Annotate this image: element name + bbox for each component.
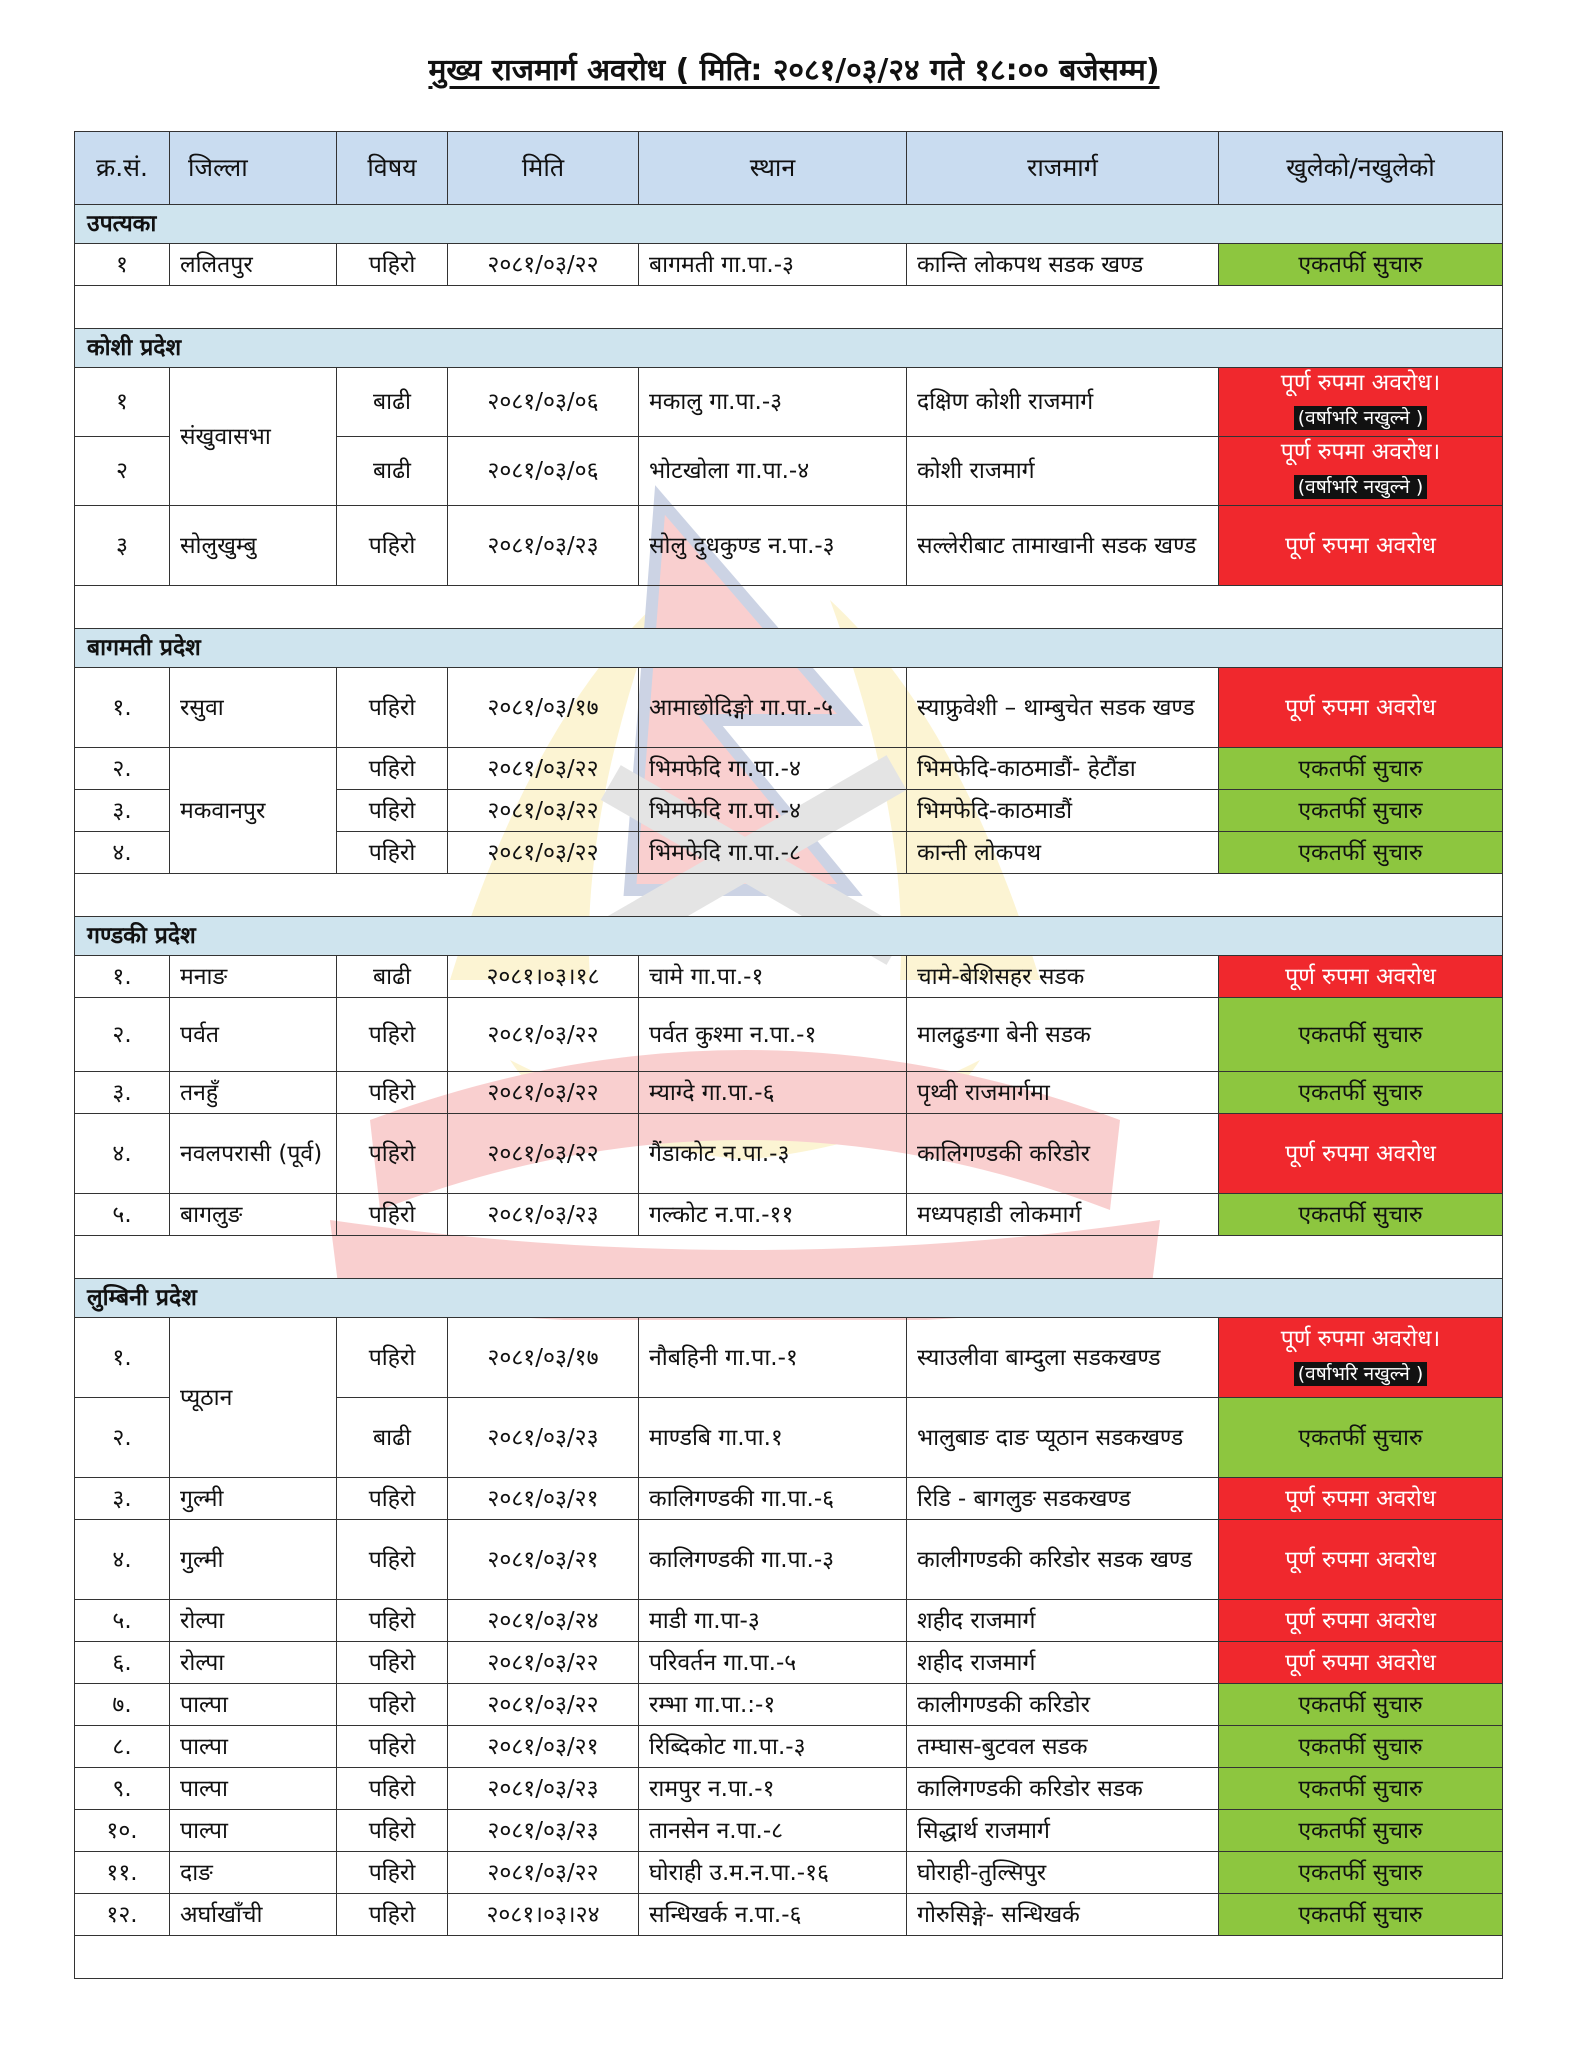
- subject-cell: पहिरो: [337, 790, 448, 832]
- district-cell: बागलुङ: [170, 1194, 337, 1236]
- status-cell: एकतर्फी सुचारु: [1219, 1768, 1503, 1810]
- date-cell: २०८१/०३/२२: [448, 244, 639, 286]
- subject-cell: पहिरो: [337, 1726, 448, 1768]
- subject-cell: पहिरो: [337, 1520, 448, 1600]
- section-row: [75, 917, 1503, 956]
- highway-cell: भिमफेदि-काठमाडौं- हेटौंडा: [907, 748, 1219, 790]
- table-row: [75, 1684, 1503, 1726]
- serial-cell: ८.: [75, 1726, 170, 1768]
- status-cell: एकतर्फी सुचारु: [1219, 748, 1503, 790]
- serial-cell: १२.: [75, 1894, 170, 1936]
- district-cell: रोल्पा: [170, 1600, 337, 1642]
- table-row: [75, 244, 1503, 286]
- place-cell: सोलु दुधकुण्ड न.पा.-३: [639, 506, 907, 586]
- place-cell: मकालु गा.पा.-३: [639, 368, 907, 437]
- district-cell: गुल्मी: [170, 1520, 337, 1600]
- place-cell: भिमफेदि गा.पा.-४: [639, 790, 907, 832]
- table-row: [75, 748, 1503, 790]
- header-subject: विषय: [337, 132, 448, 205]
- serial-cell: १: [75, 244, 170, 286]
- subject-cell: बाढी: [337, 956, 448, 998]
- serial-cell: १.: [75, 956, 170, 998]
- highway-cell: भिमफेदि-काठमाडौं: [907, 790, 1219, 832]
- date-cell: २०८१/०३/२२: [448, 1684, 639, 1726]
- date-cell: २०८१/०३/२२: [448, 1072, 639, 1114]
- header-serial: क्र.सं.: [75, 132, 170, 205]
- highway-cell: स्याउलीवा बाम्दुला सडकखण्ड: [907, 1318, 1219, 1398]
- status-cell: एकतर्फी सुचारु: [1219, 1072, 1503, 1114]
- table-row: [75, 1194, 1503, 1236]
- district-cell: पाल्पा: [170, 1684, 337, 1726]
- serial-cell: २.: [75, 998, 170, 1072]
- district-cell: मकवानपुर: [170, 748, 337, 874]
- date-cell: २०८१/०३/२२: [448, 1642, 639, 1684]
- subject-cell: पहिरो: [337, 1684, 448, 1726]
- status-cell: एकतर्फी सुचारु: [1219, 1684, 1503, 1726]
- district-cell: पाल्पा: [170, 1810, 337, 1852]
- date-cell: २०८१/०३/१७: [448, 668, 639, 748]
- place-cell: गल्कोट न.पा.-११: [639, 1194, 907, 1236]
- table-row: [75, 998, 1503, 1072]
- subject-cell: पहिरो: [337, 1318, 448, 1398]
- status-cell: एकतर्फी सुचारु: [1219, 1398, 1503, 1478]
- place-cell: तानसेन न.पा.-८: [639, 1810, 907, 1852]
- status-cell: एकतर्फी सुचारु: [1219, 1726, 1503, 1768]
- serial-cell: ११.: [75, 1852, 170, 1894]
- subject-cell: पहिरो: [337, 748, 448, 790]
- serial-cell: १.: [75, 1318, 170, 1398]
- date-cell: २०८१/०३/२२: [448, 1114, 639, 1194]
- highway-cell: तम्घास-बुटवल सडक: [907, 1726, 1219, 1768]
- serial-cell: १०.: [75, 1810, 170, 1852]
- subject-cell: पहिरो: [337, 832, 448, 874]
- spacer-row: [75, 1936, 1503, 1979]
- highway-cell: कालीगण्डकी करिडोर: [907, 1684, 1219, 1726]
- district-cell: अर्घाखाँची: [170, 1894, 337, 1936]
- subject-cell: पहिरो: [337, 1478, 448, 1520]
- subject-cell: पहिरो: [337, 506, 448, 586]
- serial-cell: २.: [75, 748, 170, 790]
- highway-cell: रिडि - बागलुङ सडकखण्ड: [907, 1478, 1219, 1520]
- district-cell: पाल्पा: [170, 1768, 337, 1810]
- date-cell: २०८१/०३/०६: [448, 368, 639, 437]
- date-cell: २०८१।०३।२४: [448, 1894, 639, 1936]
- district-cell: पाल्पा: [170, 1726, 337, 1768]
- table-row: [75, 1114, 1503, 1194]
- serial-cell: ५.: [75, 1194, 170, 1236]
- status-cell: एकतर्फी सुचारु: [1219, 1194, 1503, 1236]
- serial-cell: ५.: [75, 1600, 170, 1642]
- section-name: गण्डकी प्रदेश: [75, 917, 1503, 956]
- status-cell: एकतर्फी सुचारु: [1219, 1852, 1503, 1894]
- table-row: [75, 1600, 1503, 1642]
- serial-cell: १: [75, 368, 170, 437]
- place-cell: भोटखोला गा.पा.-४: [639, 437, 907, 506]
- status-cell: पूर्ण रुपमा अवरोध: [1219, 1114, 1503, 1194]
- serial-cell: ४.: [75, 832, 170, 874]
- header-date: मिति: [448, 132, 639, 205]
- highway-cell: कालीगण्डकी करिडोर सडक खण्ड: [907, 1520, 1219, 1600]
- section-row: [75, 629, 1503, 668]
- district-cell: मनाङ: [170, 956, 337, 998]
- district-cell: तनहुँ: [170, 1072, 337, 1114]
- table-row: [75, 1520, 1503, 1600]
- highway-cell: मालढुङगा बेनी सडक: [907, 998, 1219, 1072]
- place-cell: गैंडाकोट न.पा.-३: [639, 1114, 907, 1194]
- highway-cell: सिद्धार्थ राजमार्ग: [907, 1810, 1219, 1852]
- highway-cell: गोरुसिङ्गे- सन्धिखर्क: [907, 1894, 1219, 1936]
- serial-cell: २: [75, 437, 170, 506]
- place-cell: पर्वत कुश्मा न.पा.-१: [639, 998, 907, 1072]
- table-row: [75, 368, 1503, 437]
- place-cell: माडी गा.पा-३: [639, 1600, 907, 1642]
- place-cell: रामपुर न.पा.-१: [639, 1768, 907, 1810]
- highway-cell: कान्ती लोकपथ: [907, 832, 1219, 874]
- table-row: [75, 1810, 1503, 1852]
- date-cell: २०८१/०३/२३: [448, 1194, 639, 1236]
- district-cell: नवलपरासी (पूर्व): [170, 1114, 337, 1194]
- date-cell: २०८१/०३/२१: [448, 1726, 639, 1768]
- place-cell: सन्धिखर्क न.पा.-६: [639, 1894, 907, 1936]
- date-cell: २०८१/०३/२४: [448, 1600, 639, 1642]
- spacer-cell: [75, 1236, 1503, 1279]
- place-cell: भिमफेदि गा.पा.-४: [639, 748, 907, 790]
- status-cell: पूर्ण रुपमा अवरोध: [1219, 1600, 1503, 1642]
- status-cell: [1219, 437, 1503, 506]
- subject-cell: पहिरो: [337, 668, 448, 748]
- spacer-row: [75, 874, 1503, 917]
- subject-cell: पहिरो: [337, 1768, 448, 1810]
- table-row: [75, 1894, 1503, 1936]
- date-cell: २०८१/०३/२२: [448, 1852, 639, 1894]
- place-cell: माण्डबि गा.पा.१: [639, 1398, 907, 1478]
- date-cell: २०८१।०३।१८: [448, 956, 639, 998]
- place-cell: बागमती गा.पा.-३: [639, 244, 907, 286]
- date-cell: २०८१/०३/२२: [448, 748, 639, 790]
- table-row: [75, 1478, 1503, 1520]
- district-cell: रसुवा: [170, 668, 337, 748]
- table-row: [75, 1768, 1503, 1810]
- table-header-row: [75, 132, 1503, 205]
- table-row: [75, 1318, 1503, 1398]
- table-row: [75, 956, 1503, 998]
- serial-cell: ९.: [75, 1768, 170, 1810]
- status-cell: एकतर्फी सुचारु: [1219, 790, 1503, 832]
- header-place: स्थान: [639, 132, 907, 205]
- status-cell: पूर्ण रुपमा अवरोध: [1219, 956, 1503, 998]
- header-status: खुलेको/नखुलेको: [1219, 132, 1503, 205]
- status-cell: एकतर्फी सुचारु: [1219, 998, 1503, 1072]
- spacer-row: [75, 586, 1503, 629]
- subject-cell: पहिरो: [337, 1194, 448, 1236]
- district-cell: ललितपुर: [170, 244, 337, 286]
- subject-cell: पहिरो: [337, 998, 448, 1072]
- table-row: [75, 668, 1503, 748]
- date-cell: २०८१/०३/२३: [448, 506, 639, 586]
- subject-cell: पहिरो: [337, 1642, 448, 1684]
- status-note: (वर्षाभरि नखुल्ने ): [1294, 1362, 1428, 1386]
- section-name: उपत्यका: [75, 205, 1503, 244]
- section-name: लुम्बिनी प्रदेश: [75, 1279, 1503, 1318]
- date-cell: २०८१/०३/२३: [448, 1398, 639, 1478]
- date-cell: २०८१/०३/०६: [448, 437, 639, 506]
- date-cell: २०८१/०३/२३: [448, 1810, 639, 1852]
- date-cell: २०८१/०३/२२: [448, 832, 639, 874]
- district-cell: पर्वत: [170, 998, 337, 1072]
- header-highway: राजमार्ग: [907, 132, 1219, 205]
- section-name: कोशी प्रदेश: [75, 329, 1503, 368]
- serial-cell: ४.: [75, 1520, 170, 1600]
- section-row: [75, 1279, 1503, 1318]
- district-cell: रोल्पा: [170, 1642, 337, 1684]
- serial-cell: ३: [75, 506, 170, 586]
- district-cell: प्यूठान: [170, 1318, 337, 1478]
- place-cell: नौबहिनी गा.पा.-१: [639, 1318, 907, 1398]
- status-text: पूर्ण रुपमा अवरोध।: [1280, 370, 1441, 396]
- serial-cell: २.: [75, 1398, 170, 1478]
- place-cell: रिब्दिकोट गा.पा.-३: [639, 1726, 907, 1768]
- status-cell: पूर्ण रुपमा अवरोध: [1219, 1520, 1503, 1600]
- section-name: बागमती प्रदेश: [75, 629, 1503, 668]
- status-note: (वर्षाभरि नखुल्ने ): [1294, 475, 1428, 499]
- highway-obstruction-table: [74, 131, 1503, 1979]
- date-cell: २०८१/०३/२२: [448, 790, 639, 832]
- status-cell: एकतर्फी सुचारु: [1219, 1894, 1503, 1936]
- serial-cell: ३.: [75, 1478, 170, 1520]
- serial-cell: ४.: [75, 1114, 170, 1194]
- place-cell: भिमफेदि गा.पा.-८: [639, 832, 907, 874]
- highway-cell: सल्लेरीबाट तामाखानी सडक खण्ड: [907, 506, 1219, 586]
- spacer-cell: [75, 1936, 1503, 1979]
- highway-cell: कोशी राजमार्ग: [907, 437, 1219, 506]
- status-cell: एकतर्फी सुचारु: [1219, 1810, 1503, 1852]
- serial-cell: ३.: [75, 790, 170, 832]
- highway-cell: दक्षिण कोशी राजमार्ग: [907, 368, 1219, 437]
- status-cell: [1219, 1318, 1503, 1398]
- place-cell: आमाछोदिङ्गो गा.पा.-५: [639, 668, 907, 748]
- spacer-row: [75, 1236, 1503, 1279]
- spacer-cell: [75, 586, 1503, 629]
- status-cell: पूर्ण रुपमा अवरोध: [1219, 1478, 1503, 1520]
- subject-cell: पहिरो: [337, 244, 448, 286]
- table-row: [75, 506, 1503, 586]
- highway-cell: चामे-बेशिसहर सडक: [907, 956, 1219, 998]
- subject-cell: पहिरो: [337, 1072, 448, 1114]
- table-row: [75, 1852, 1503, 1894]
- place-cell: परिवर्तन गा.पा.-५: [639, 1642, 907, 1684]
- status-cell: एकतर्फी सुचारु: [1219, 244, 1503, 286]
- spacer-cell: [75, 874, 1503, 917]
- table-row: [75, 1726, 1503, 1768]
- status-cell: [1219, 368, 1503, 437]
- subject-cell: बाढी: [337, 368, 448, 437]
- highway-cell: कान्ति लोकपथ सडक खण्ड: [907, 244, 1219, 286]
- subject-cell: पहिरो: [337, 1894, 448, 1936]
- table-row: [75, 1072, 1503, 1114]
- highway-cell: घोराही-तुल्सिपुर: [907, 1852, 1219, 1894]
- place-cell: म्याग्दे गा.पा.-६: [639, 1072, 907, 1114]
- subject-cell: पहिरो: [337, 1852, 448, 1894]
- highway-cell: शहीद राजमार्ग: [907, 1642, 1219, 1684]
- place-cell: रम्भा गा.पा.:-१: [639, 1684, 907, 1726]
- district-cell: दाङ: [170, 1852, 337, 1894]
- serial-cell: ६.: [75, 1642, 170, 1684]
- place-cell: कालिगण्डकी गा.पा.-३: [639, 1520, 907, 1600]
- section-row: [75, 205, 1503, 244]
- highway-cell: स्याफ्रुवेशी – थाम्बुचेत सडक खण्ड: [907, 668, 1219, 748]
- section-row: [75, 329, 1503, 368]
- status-note: (वर्षाभरि नखुल्ने ): [1294, 406, 1428, 430]
- date-cell: २०८१/०३/२१: [448, 1520, 639, 1600]
- subject-cell: बाढी: [337, 437, 448, 506]
- date-cell: २०८१/०३/२१: [448, 1478, 639, 1520]
- table-row: [75, 1642, 1503, 1684]
- subject-cell: पहिरो: [337, 1600, 448, 1642]
- status-cell: एकतर्फी सुचारु: [1219, 832, 1503, 874]
- highway-cell: शहीद राजमार्ग: [907, 1600, 1219, 1642]
- highway-cell: पृथ्वी राजमार्गमा: [907, 1072, 1219, 1114]
- subject-cell: पहिरो: [337, 1810, 448, 1852]
- place-cell: घोराही उ.म.न.पा.-१६: [639, 1852, 907, 1894]
- highway-cell: कालिगण्डकी करिडोर: [907, 1114, 1219, 1194]
- district-cell: संखुवासभा: [170, 368, 337, 506]
- highway-cell: कालिगण्डकी करिडोर सडक: [907, 1768, 1219, 1810]
- serial-cell: ७.: [75, 1684, 170, 1726]
- spacer-row: [75, 286, 1503, 329]
- date-cell: २०८१/०३/२२: [448, 998, 639, 1072]
- date-cell: २०८१/०३/२३: [448, 1768, 639, 1810]
- district-cell: सोलुखुम्बु: [170, 506, 337, 586]
- page-title: मुख्य राजमार्ग अवरोध ( मिति: २०८१/०३/२४ गते १८:०० बजेसम्म): [428, 53, 1160, 88]
- highway-cell: भालुबाङ दाङ प्यूठान सडकखण्ड: [907, 1398, 1219, 1478]
- status-text: पूर्ण रुपमा अवरोध।: [1280, 1325, 1441, 1352]
- status-cell: पूर्ण रुपमा अवरोध: [1219, 1642, 1503, 1684]
- subject-cell: बाढी: [337, 1398, 448, 1478]
- serial-cell: १.: [75, 668, 170, 748]
- header-district: जिल्ला: [170, 132, 337, 205]
- place-cell: चामे गा.पा.-१: [639, 956, 907, 998]
- status-cell: पूर्ण रुपमा अवरोध: [1219, 668, 1503, 748]
- subject-cell: पहिरो: [337, 1114, 448, 1194]
- status-text: पूर्ण रुपमा अवरोध।: [1280, 439, 1441, 465]
- place-cell: कालिगण्डकी गा.पा.-६: [639, 1478, 907, 1520]
- district-cell: गुल्मी: [170, 1478, 337, 1520]
- date-cell: २०८१/०३/१७: [448, 1318, 639, 1398]
- highway-cell: मध्यपहाडी लोकमार्ग: [907, 1194, 1219, 1236]
- serial-cell: ३.: [75, 1072, 170, 1114]
- status-cell: पूर्ण रुपमा अवरोध: [1219, 506, 1503, 586]
- spacer-cell: [75, 286, 1503, 329]
